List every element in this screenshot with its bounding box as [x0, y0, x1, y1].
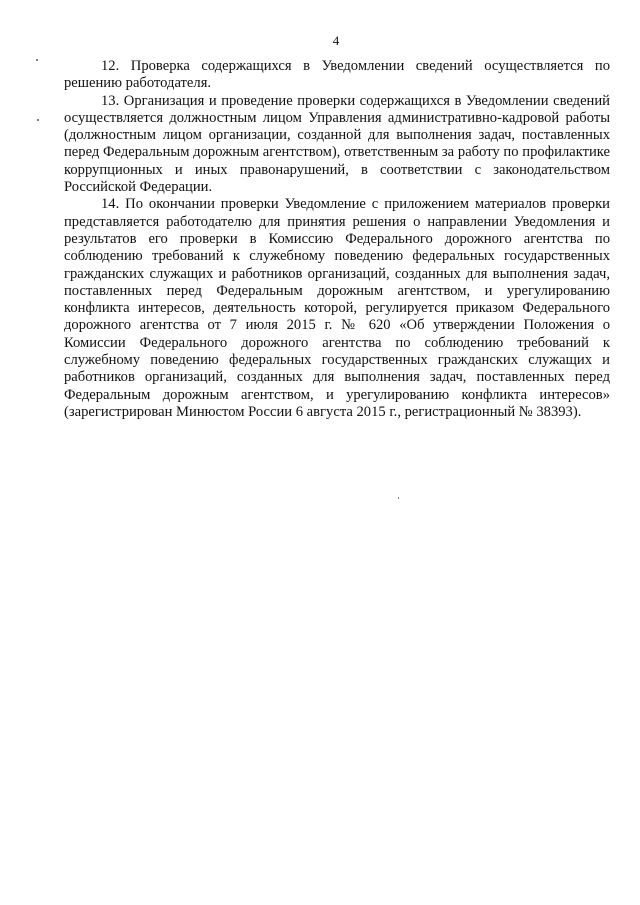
document-body	[64, 58, 610, 421]
paragraph-12: 12. Проверка содержащихся в Уведомлении сведений осуществляется по решению работодателя.	[64, 58, 610, 92]
scan-speck	[36, 59, 38, 61]
scan-speck	[398, 497, 399, 499]
page-number: 4	[332, 33, 340, 48]
paragraph-14: 14. По окончании проверки Уведомление с приложением материалов проверки представляется работодателю для принятия решения о направлении Уведомления и результатов его проверки в Комиссию Федерального дорожного агентства по соблюдению требований к служебному поведению федеральных государственных гражданских служащих и работников организаций, созданных для выполнения задач, поставленных перед Федеральным дорожным агентством, и урегулированию конфликта интересов, деятельность которой, регулируется приказом Федерального дорожного агентства от 7 июля 2015 г. № 620 «Об утверждении Положения о Комиссии Федерального дорожного агентства по соблюдению требований к служебному поведению федеральных государственных гражданских служащих и работников организаций, созданных для выполнения задач, поставленных перед Федеральным дорожным агентством, и урегулированию конфликта интересов» (зарегистрирован Минюстом России 6 августа 2015 г., регистрационный № 38393).	[64, 196, 610, 420]
scan-speck	[37, 119, 39, 121]
paragraph-13: 13. Организация и проведение проверки содержащихся в Уведомлении сведений осуществляется должностным лицом Управления административно-кадровой работы (должностным лицом организации, созданной для выполнения задач, поставленных перед Федеральным дорожным агентством), ответственным за работу по профилактике коррупционных и иных правонарушений, в соответствии с законодательством Российской Федерации.	[64, 92, 610, 196]
